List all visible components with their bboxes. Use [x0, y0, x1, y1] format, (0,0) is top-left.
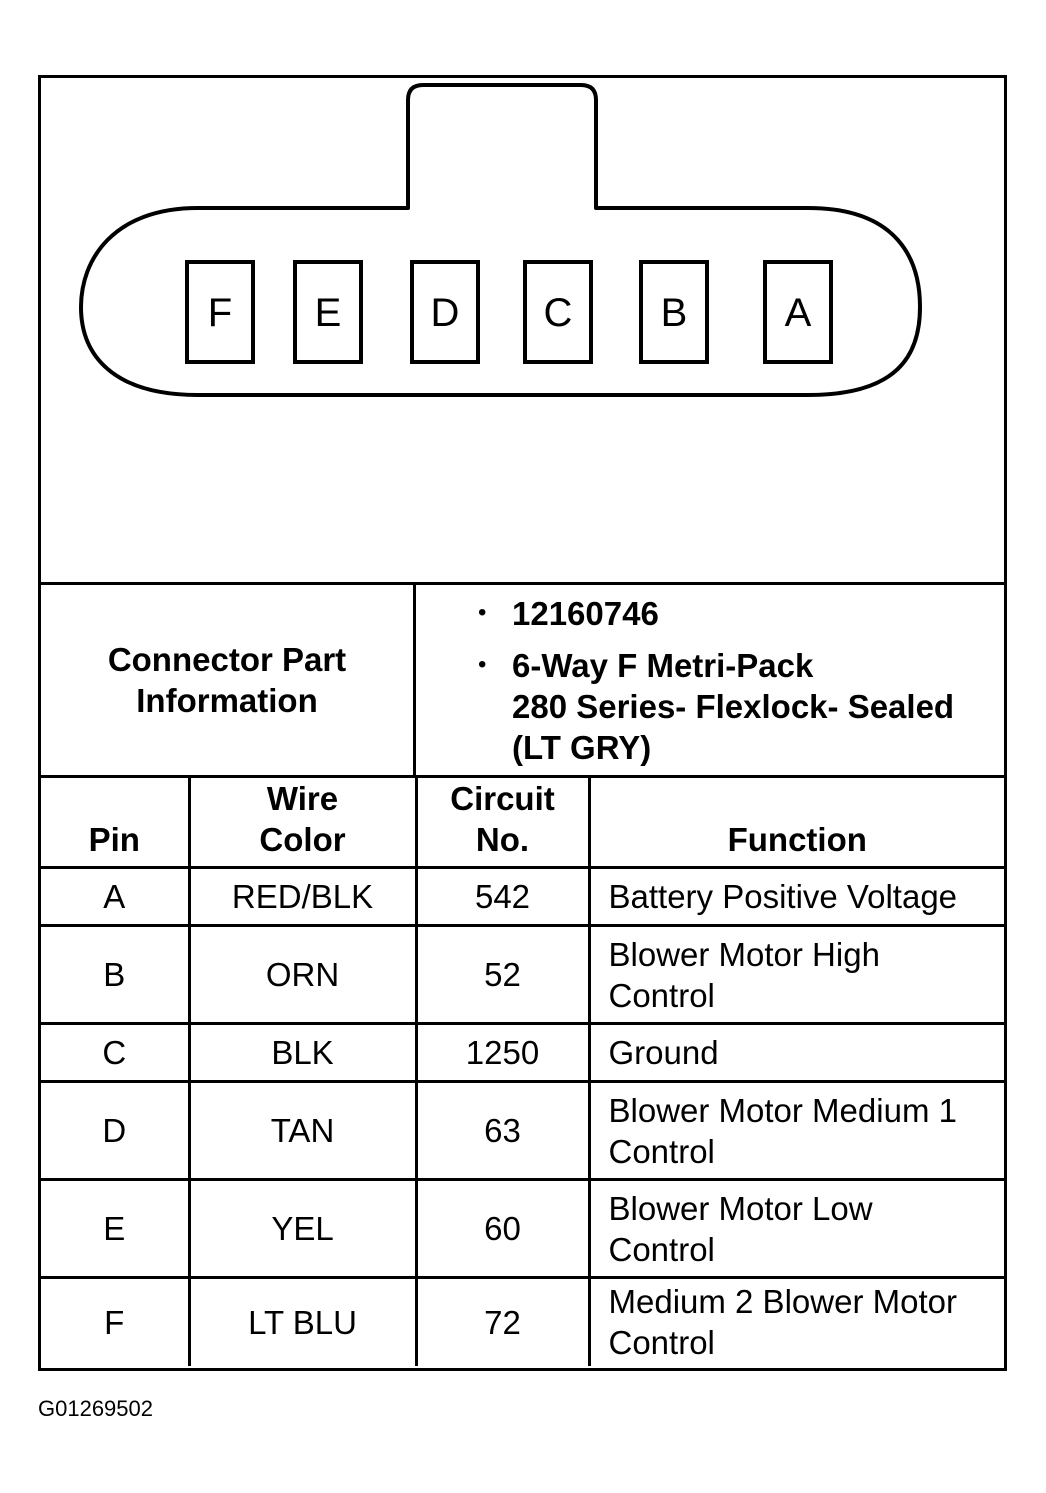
- pin-cavity-d: [412, 262, 478, 362]
- pin-cavity-a: [765, 262, 831, 362]
- table-row: [41, 1278, 1004, 1366]
- info-content: [416, 585, 1004, 775]
- pin-cavity-f: [187, 262, 253, 362]
- header-circuit-no: Circuit No.: [416, 778, 589, 868]
- figure-id: G01269502: [38, 1396, 153, 1421]
- cell-circuit: 60: [416, 1180, 589, 1278]
- pin-cavity-c: [525, 262, 591, 362]
- cell-function: Medium 2 Blower Motor Control: [589, 1278, 1004, 1366]
- connector-description-line1: 6-Way F Metri-Pack: [512, 647, 814, 684]
- pin-cavity-label: D: [430, 291, 460, 335]
- connector-diagram-frame: [38, 75, 1007, 1371]
- cell-function: Blower Motor High Control: [589, 926, 1004, 1024]
- cell-pin: F: [41, 1278, 189, 1366]
- cell-circuit: 52: [416, 926, 589, 1024]
- cell-circuit: 542: [416, 868, 589, 926]
- connector-outline: [38, 75, 1007, 582]
- cell-pin: E: [41, 1180, 189, 1278]
- header-function: Function: [589, 778, 1004, 868]
- header-wire-color: Wire Color: [189, 778, 416, 868]
- pin-cavity-label: F: [207, 291, 233, 335]
- connector-part-info: [41, 585, 1004, 778]
- cell-wire-color: TAN: [189, 1082, 416, 1180]
- cell-circuit: 72: [416, 1278, 589, 1366]
- table-header-row: [41, 778, 1004, 868]
- pin-cavity-label: C: [543, 291, 573, 335]
- cell-pin: C: [41, 1024, 189, 1082]
- info-label-line1: Connector Part: [107, 641, 347, 678]
- cell-wire-color: BLK: [189, 1024, 416, 1082]
- cell-pin: B: [41, 926, 189, 1024]
- connector-description-line3: (LT GRY): [512, 729, 652, 766]
- pin-cavity-label: B: [660, 291, 688, 335]
- cell-function: Blower Motor Low Control: [589, 1180, 1004, 1278]
- pin-cavity-e: [295, 262, 361, 362]
- bullet-icon: •: [478, 651, 487, 678]
- info-label-line2: Information: [136, 682, 318, 719]
- cell-wire-color: YEL: [189, 1180, 416, 1278]
- part-number: 12160746: [512, 595, 659, 632]
- pin-cavity-label: E: [314, 291, 342, 335]
- table-row: [41, 1082, 1004, 1180]
- table-row: [41, 1024, 1004, 1082]
- cell-pin: D: [41, 1082, 189, 1180]
- connector-face-view: [41, 78, 1004, 585]
- cell-wire-color: RED/BLK: [189, 868, 416, 926]
- pin-cavity-b: [641, 262, 707, 362]
- cell-function: Battery Positive Voltage: [589, 868, 1004, 926]
- cell-wire-color: LT BLU: [189, 1278, 416, 1366]
- header-pin: Pin: [41, 778, 189, 868]
- cell-function: Ground: [589, 1024, 1004, 1082]
- table-row: [41, 1180, 1004, 1278]
- info-label: [41, 585, 416, 775]
- cell-circuit: 63: [416, 1082, 589, 1180]
- pin-table: [41, 778, 1004, 1366]
- cell-circuit: 1250: [416, 1024, 589, 1082]
- table-row: [41, 868, 1004, 926]
- cell-function: Blower Motor Medium 1 Control: [589, 1082, 1004, 1180]
- table-row: [41, 926, 1004, 1024]
- cell-pin: A: [41, 868, 189, 926]
- pin-cavity-label: A: [784, 291, 812, 335]
- connector-description-line2: 280 Series- Flexlock- Sealed: [512, 688, 955, 725]
- bullet-icon: •: [478, 599, 487, 626]
- cell-wire-color: ORN: [189, 926, 416, 1024]
